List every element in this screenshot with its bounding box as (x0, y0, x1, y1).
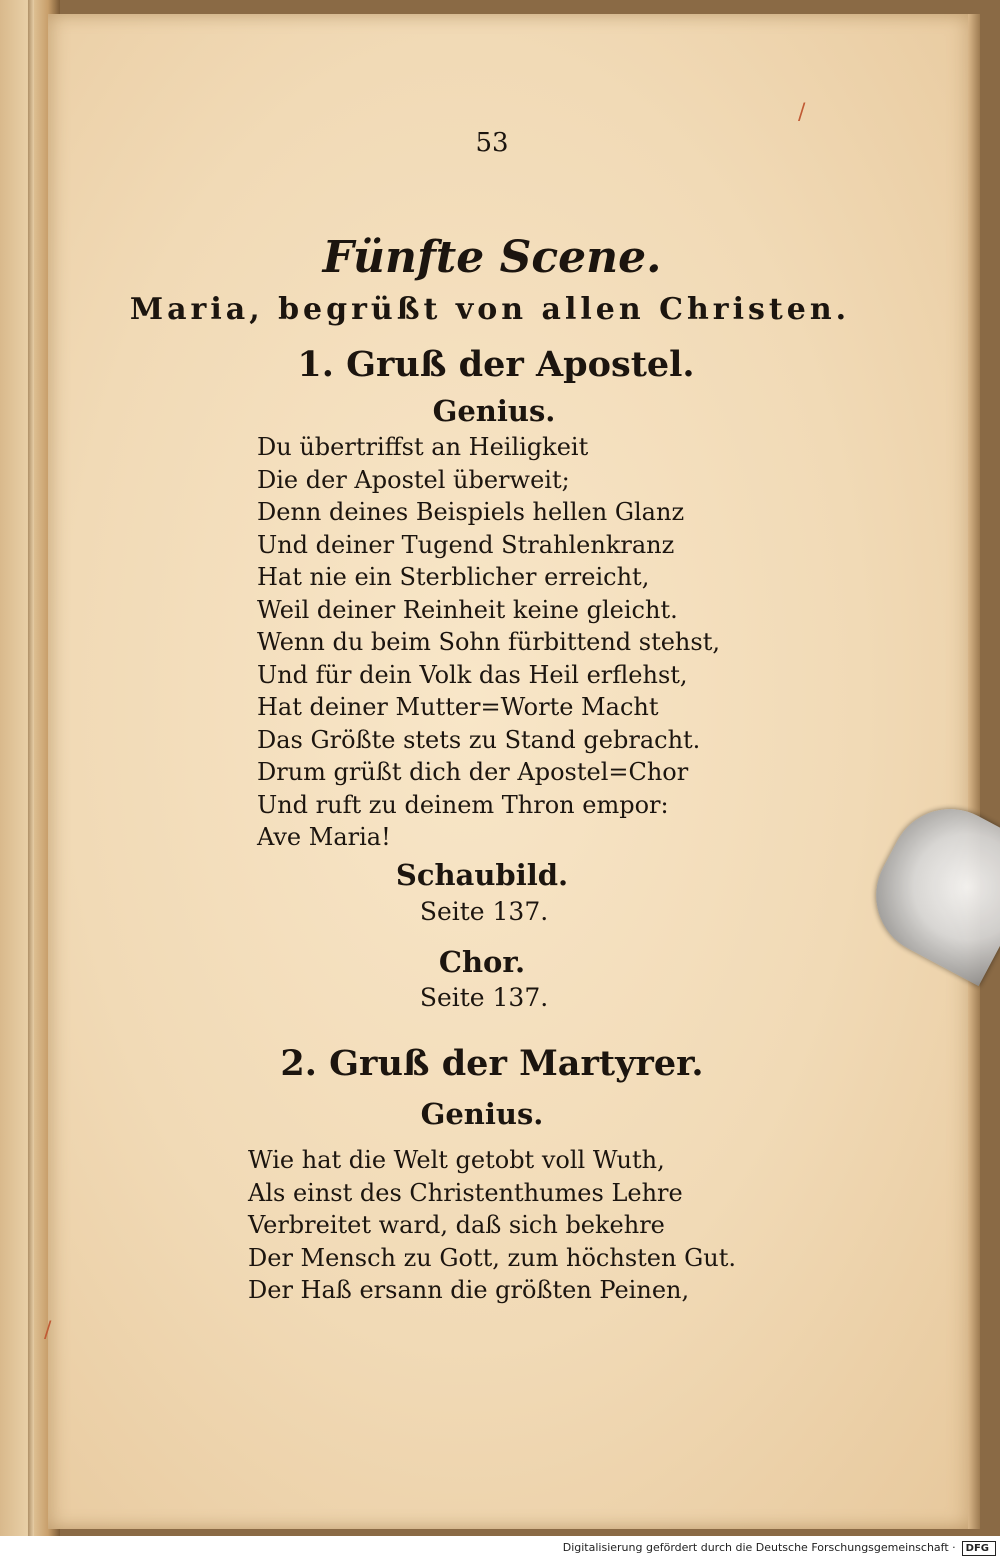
verse-line: Und für dein Volk das Heil erflehst, (257, 660, 688, 689)
verse-line: Ave Maria! (257, 823, 391, 851)
verse-line: Weil deiner Reinheit keine gleicht. (257, 595, 678, 624)
verse-line: Die der Apostel überweit; (257, 465, 570, 494)
verse-line: Das Größte stets zu Stand gebracht. (257, 725, 701, 754)
verse-block (248, 1144, 948, 1307)
pencil-mark: / (44, 1318, 52, 1343)
verse-line: Hat nie ein Sterblicher erreicht, (257, 563, 650, 591)
verse-line: Und deiner Tugend Strahlenkranz (257, 530, 675, 559)
verse-line: Wenn du beim Sohn fürbittend stehst, (257, 628, 720, 656)
scene-title: Fünfte Scene. (322, 232, 662, 283)
verse-line: Verbreitet ward, daß sich bekehre (248, 1211, 665, 1239)
verse-line: Wie hat die Welt getobt voll Wuth, (248, 1146, 665, 1174)
verse-line: Der Mensch zu Gott, zum höchsten Gut. (248, 1243, 736, 1272)
verse-line: Hat deiner Mutter=Worte Macht (257, 693, 659, 721)
section-heading: 2. Gruß der Martyrer. (280, 1043, 704, 1084)
chorus-label: Chor. (438, 945, 526, 979)
page-reference: Seite 137. (419, 897, 549, 926)
verse-block (257, 431, 957, 854)
verse-line: Und ruft zu deinem Thron empor: (257, 790, 669, 819)
section-heading: 1. Gruß der Apostel. (297, 344, 695, 385)
scene-subtitle: Maria, begrüßt von allen Christen. (129, 292, 851, 327)
verse-line: Du übertriffst an Heiligkeit (257, 433, 589, 461)
pencil-mark: / (798, 100, 806, 125)
tableau-label: Schaubild. (395, 858, 569, 892)
verse-line: Als einst des Christenthumes Lehre (248, 1178, 683, 1207)
footer-credit (0, 1536, 1000, 1559)
page-number: 53 (475, 128, 509, 158)
verse-line: Der Haß ersann die größten Peinen, (248, 1276, 690, 1304)
verse-line: Denn deines Beispiels hellen Glanz (257, 498, 685, 526)
verse-line: Drum grüßt dich der Apostel=Chor (257, 758, 689, 786)
speaker-label: Genius. (432, 394, 556, 428)
dfg-logo: DFG (962, 1541, 996, 1556)
speaker-label: Genius. (420, 1097, 544, 1131)
page-reference: Seite 137. (419, 983, 549, 1012)
footer-text: Digitalisierung gefördert durch die Deutsche Forschungsgemeinschaft · (562, 1541, 956, 1554)
